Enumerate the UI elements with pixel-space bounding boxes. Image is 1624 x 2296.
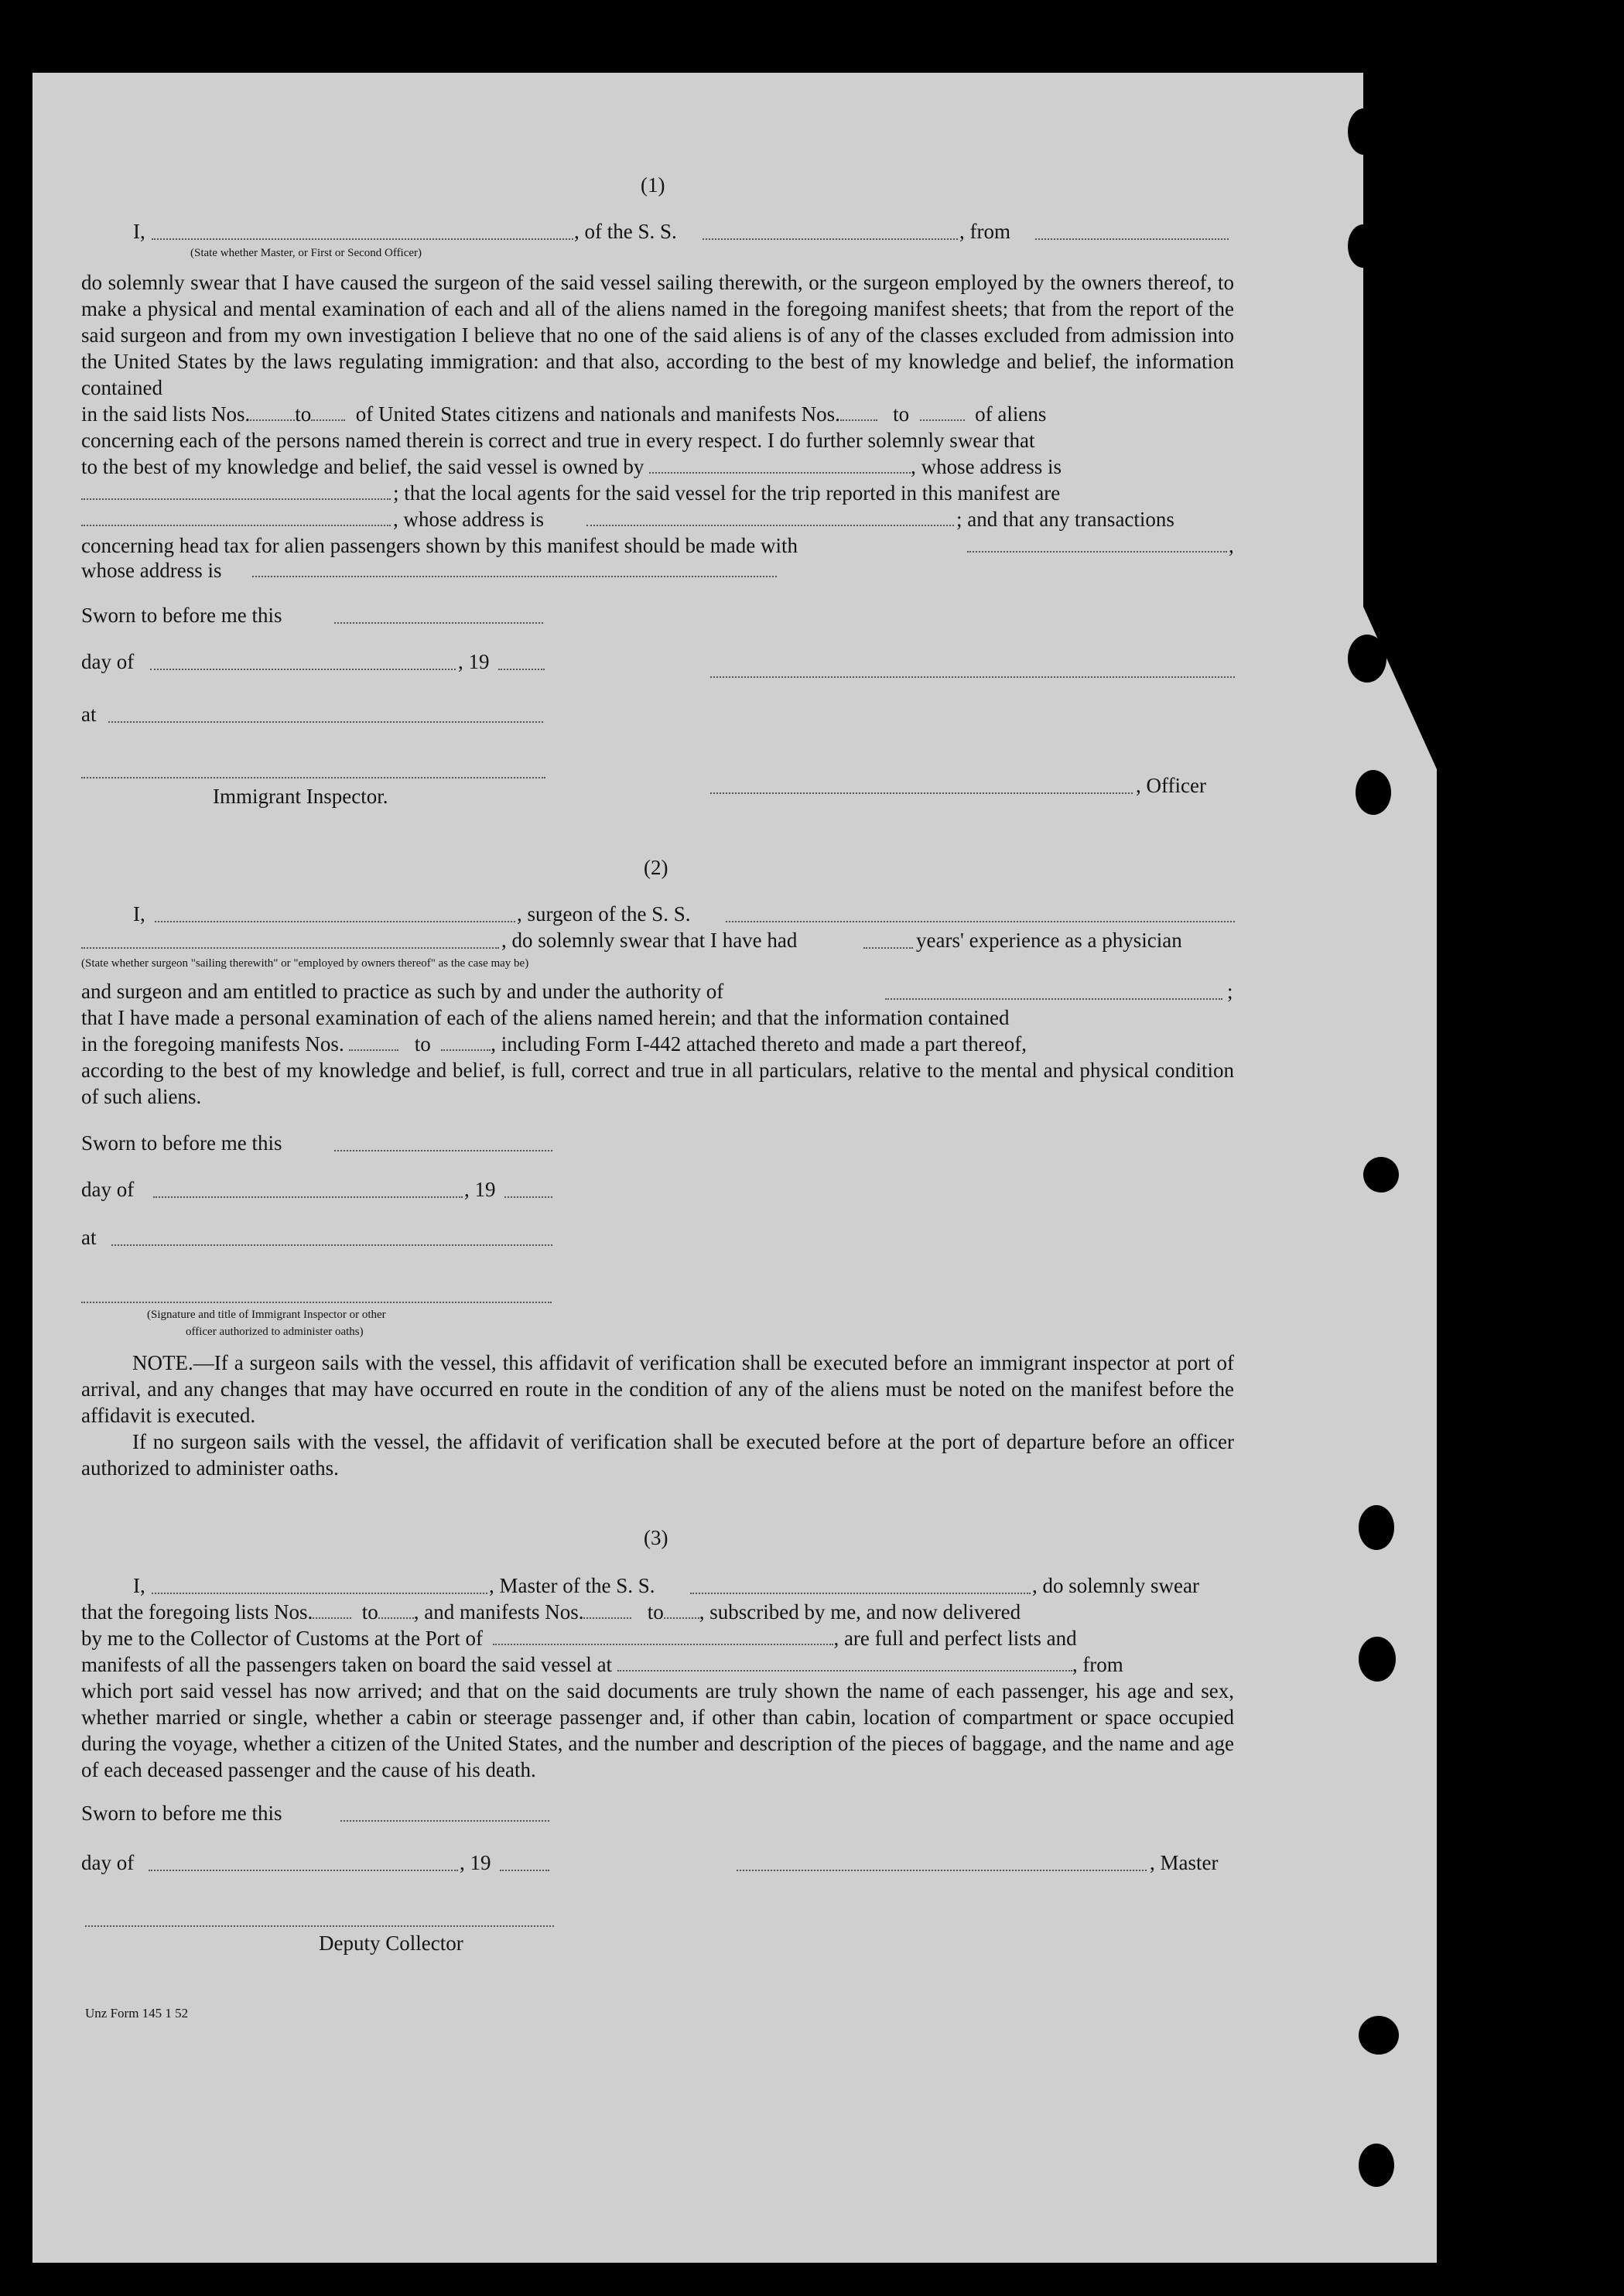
master-swear-label: , do solemnly swear [1032, 1574, 1199, 1597]
board-line [81, 1651, 1123, 1678]
section-2-number: (2) [644, 856, 668, 879]
master-of-label: , Master of the S. S. [489, 1574, 655, 1597]
sworn-2-field[interactable] [334, 1150, 552, 1151]
transactions-label: ; and that any transactions [956, 508, 1174, 531]
lists-nos-label: in the said lists Nos. [81, 402, 251, 426]
owner-address-label: , whose address is [911, 455, 1062, 478]
agent-address-field[interactable] [586, 525, 954, 526]
exam-line: that I have made a personal examination of each of the aliens named herein; and that the information contained [81, 1006, 1010, 1029]
day-of-3-field[interactable] [149, 1870, 458, 1871]
authority-field[interactable] [885, 998, 1222, 1000]
surgeon-name-field[interactable] [155, 921, 515, 922]
agents-field[interactable] [81, 525, 391, 526]
from-port-field[interactable] [1035, 238, 1229, 240]
lists-line [81, 401, 1234, 427]
citizens-label: of United States citizens and nationals and manifests Nos. [355, 402, 840, 426]
physician-label: years' experience as a physician [916, 929, 1182, 952]
master-note: (State whether Master, or First or Second Officer) [190, 247, 422, 259]
master-signature-field[interactable] [737, 1870, 1147, 1871]
day-of-3-label: day of [81, 1851, 135, 1874]
manifest-2-to-label: to [414, 1032, 431, 1056]
list-to-field[interactable] [311, 401, 345, 421]
section-1-body-2: concerning each of the persons named therein is correct and true in every respect. I do further solemnly swear that [81, 429, 1035, 452]
master-lists-label: that the foregoing lists Nos. [81, 1600, 313, 1624]
manifest-to-label: to [893, 402, 910, 426]
year-1-field[interactable] [498, 669, 545, 670]
master-manifest-to-label: to [647, 1600, 664, 1624]
year-3-label: , 19 [460, 1851, 491, 1874]
day-of-2-label: day of [81, 1178, 135, 1201]
section-3-body: which port said vessel has now arrived; and that on the said documents are truly shown the name of each passenger, his age and sex, whether married or single, whether a cabin or steerage passenger and, if other than cabin, location of compartment or space occupied during the voyage, whether a citizen of the United States, and the number and description of the pieces of baggage, and the name and age of each deceased passenger and the cause of his death. [81, 1679, 1234, 1781]
surgeon-note-2: If no surgeon sails with the vessel, the affidavit of verification shall be executed before at the port of departure before an officer authorized to administer oaths. [81, 1430, 1234, 1480]
master-lists-line [81, 1599, 1021, 1625]
form-i442-label: , including Form I-442 attached thereto and made a part thereof, [491, 1032, 1027, 1056]
master-list-to-field[interactable] [378, 1599, 414, 1619]
day-of-1-field[interactable] [150, 669, 456, 670]
agent-address-label: , whose address is [393, 508, 544, 531]
form-number: Unz Form 145 1 52 [85, 2006, 189, 2021]
head-tax-address-field[interactable] [252, 576, 777, 577]
sworn-3-field[interactable] [340, 1820, 549, 1822]
collector-port-field[interactable] [493, 1625, 833, 1645]
master-manifest-to-field[interactable] [664, 1599, 699, 1619]
master-manifest-from-field[interactable] [583, 1599, 631, 1619]
year-1-label: , 19 [458, 650, 490, 673]
master-title: , Master [1150, 1851, 1219, 1874]
head-tax-label: concerning head tax for alien passengers shown by this manifest should be made with [81, 534, 798, 557]
agents-label: ; that the local agents for the said vessel for the trip reported in this manifest are [393, 481, 1061, 505]
owned-line [81, 453, 1062, 480]
surgeon-of-label: , surgeon of the S. S. [517, 902, 691, 926]
of-ss-label: , of the S. S. [574, 220, 677, 243]
officer-title: , Officer [1136, 774, 1206, 797]
surgeon-intro-i: I, [133, 902, 145, 926]
sworn-1-field[interactable] [334, 622, 543, 624]
surgeon-capacity-field[interactable] [81, 947, 499, 949]
manifest-from-field[interactable] [840, 401, 877, 421]
oath-intro-i: I, [133, 220, 145, 243]
manifests-nos-label: in the foregoing manifests Nos. [81, 1032, 344, 1056]
signature-note-1: (Signature and title of Immigrant Inspector or other [147, 1309, 386, 1321]
at-1-field[interactable] [108, 721, 543, 723]
port-line [81, 1625, 1077, 1651]
signature-note-2: officer authorized to administer oaths) [186, 1326, 364, 1338]
surgeon-swear-label: , do solemnly swear that I have had [501, 929, 798, 952]
punch-hole [1356, 770, 1391, 815]
manifest-to-field[interactable] [920, 401, 965, 421]
section-1-body: do solemnly swear that I have caused the surgeon of the said vessel sailing therewith, or the surgeon employed by the owners thereof, to make a physical and mental examination of each and all of the aliens named in the foregoing manifest sheets; that from the report of the said surgeon and from my own investigation I believe that no one of the said aliens is of any of the classes excluded from admission into the United States by the laws regulating immigration: and that also, according to the best of my knowledge and belief, the information contained [81, 271, 1234, 399]
section-1-number: (1) [641, 173, 665, 197]
master-name-field[interactable] [152, 1593, 487, 1594]
inspector-title: Immigrant Inspector. [213, 785, 388, 808]
day-of-2-field[interactable] [153, 1196, 463, 1198]
section-3-number: (3) [644, 1526, 668, 1549]
master-intro-i: I, [133, 1574, 145, 1597]
head-tax-contact-field[interactable] [967, 551, 1227, 553]
head-tax-comma: , [1229, 534, 1234, 557]
deputy-collector-title: Deputy Collector [319, 1932, 463, 1955]
perfect-lists-label: , are full and perfect lists and [833, 1627, 1077, 1650]
punch-hole [1363, 1157, 1399, 1192]
from-label-3: , from [1072, 1653, 1123, 1676]
at-2-field[interactable] [111, 1244, 552, 1246]
sworn-3-label: Sworn to before me this [81, 1802, 282, 1825]
at-2-label: at [81, 1226, 97, 1249]
master-list-to-label: to [361, 1600, 378, 1624]
officer-signature-field[interactable] [710, 792, 1133, 794]
section-2-body: according to the best of my knowledge and belief, is full, correct and true in all particulars, relative to the mental and physical condition of such aliens. [81, 1059, 1234, 1108]
vessel-name-field[interactable] [703, 238, 958, 240]
surgeon-vessel-field[interactable] [726, 921, 1235, 922]
collector-port-label: by me to the Collector of Customs at the Port of [81, 1627, 483, 1650]
punch-hole [1359, 2016, 1399, 2055]
sworn-1-label: Sworn to before me this [81, 604, 282, 627]
master-manifests-label: , and manifests Nos. [413, 1600, 584, 1624]
master-list-from-field[interactable] [313, 1599, 351, 1619]
at-1-label: at [81, 703, 97, 726]
punch-hole [1359, 1637, 1396, 1682]
from-label: , from [959, 220, 1010, 243]
inspector-signature-field[interactable] [81, 777, 545, 778]
punch-hole [1348, 635, 1386, 683]
owner-field[interactable] [649, 453, 911, 474]
punch-hole [1359, 2144, 1394, 2187]
lists-to-label: to [295, 402, 312, 426]
sworn-2-label: Sworn to before me this [81, 1131, 282, 1155]
manifest-2-to-field[interactable] [441, 1031, 491, 1051]
year-2-field[interactable] [504, 1196, 552, 1198]
owned-by-label: to the best of my knowledge and belief, the said vessel is owned by [81, 455, 644, 478]
head-tax-address-label: whose address is [81, 559, 222, 582]
aliens-label: of aliens [975, 402, 1047, 426]
inspector-2-signature-field[interactable] [81, 1302, 552, 1303]
punch-hole [1359, 1505, 1394, 1550]
taken-on-board-label: manifests of all the passengers taken on board the said vessel at [81, 1653, 613, 1676]
authority-label: and surgeon and am entitled to practice as such by and under the authority of [81, 980, 724, 1003]
surgeon-note-1: NOTE.—If a surgeon sails with the vessel, this affidavit of verification shall be executed before an immigrant inspector at port of arrival, and any changes that may have occurred en route in the condition of any of the aliens must be noted on the manifest before the affidavit is executed. [81, 1351, 1234, 1427]
punch-hole [1348, 108, 1380, 155]
master-vessel-field[interactable] [690, 1593, 1031, 1594]
day-of-1-label: day of [81, 650, 135, 673]
year-2-label: , 19 [464, 1178, 496, 1201]
deputy-signature-field[interactable] [85, 1925, 554, 1927]
list-from-field[interactable] [250, 401, 295, 421]
punch-hole [1348, 224, 1379, 268]
surgeon-note: (State whether surgeon "sailing therewith" or "employed by owners thereof" as the case may be) [81, 957, 529, 970]
years-experience-field[interactable] [863, 947, 913, 949]
officer-name-field[interactable] [152, 238, 573, 240]
year-3-field[interactable] [500, 1870, 549, 1871]
boarding-port-field[interactable] [617, 1651, 1072, 1672]
manifest-2-from-field[interactable] [349, 1031, 398, 1051]
owner-address-field[interactable] [81, 498, 391, 500]
officer-signature-field-top[interactable] [710, 676, 1235, 678]
manifests-line [81, 1031, 1027, 1057]
delivered-label: , subscribed by me, and now delivered [699, 1600, 1021, 1624]
authority-semicolon: ; [1227, 980, 1233, 1003]
